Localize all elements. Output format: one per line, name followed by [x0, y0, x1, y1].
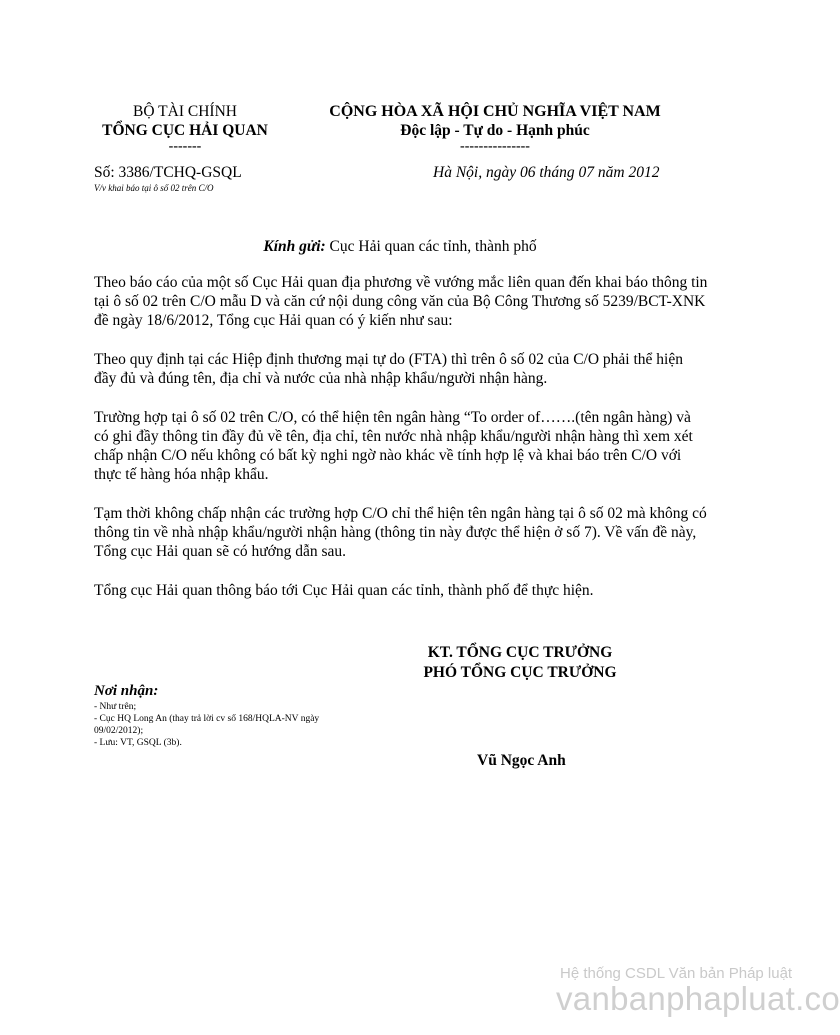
body-paragraph: Theo quy định tại các Hiệp định thương mại tự do (FTA) thì trên ô số 02 của C/O phải thể hiện đầy đủ và đúng tên, địa chỉ và nước của nhà nhập khẩu/người nhận hàng.: [94, 351, 683, 387]
ministry-name: BỘ TÀI CHÍNH: [133, 103, 237, 120]
recipients-list-title: Nơi nhận:: [94, 683, 159, 699]
issuing-agency-block: [80, 102, 290, 154]
header-left-divider: -------: [168, 139, 202, 154]
document-body: [94, 273, 708, 620]
signature-title-2: PHÓ TỔNG CỤC TRƯỞNG: [423, 664, 617, 681]
watermark-site: vanbanphapluat.co: [556, 980, 840, 1017]
body-paragraph: Trường hợp tại ô số 02 trên C/O, có thể hiện tên ngân hàng “To order of…….(tên ngân hàng) và có ghi đầy thông tin đầy đủ về tên, địa chỉ, tên nước nhà nhập khẩu/người nhận hàng thì xem xét chấp nhận C/O nếu không có bất kỳ nghi ngờ nào khác về tính hợp lệ và khai báo trên C/O với thực tế hàng hóa nhập khẩu.: [94, 409, 693, 483]
recipient-label: Kính gửi:: [263, 238, 326, 255]
document-number: Số: 3386/TCHQ-GSQL: [94, 164, 242, 181]
document-date: Hà Nội, ngày 06 tháng 07 năm 2012: [433, 164, 660, 181]
national-title: CỘNG HÒA XÃ HỘI CHỦ NGHĨA VIỆT NAM: [329, 103, 661, 120]
body-paragraph: Tạm thời không chấp nhận các trường hợp C/O chỉ thể hiện tên ngân hàng tại ô số 02 mà không có thông tin về nhà nhập khẩu/người nhận hàng (thông tin này được thể hiện ở số 7). Về vấn đề này, Tổng cục Hải quan sẽ có hướng dẫn sau.: [94, 505, 707, 560]
document-subject: V/v khai báo tại ô số 02 trên C/O: [94, 183, 214, 193]
recipients-list: [94, 701, 364, 749]
national-title-block: [300, 102, 690, 154]
signature-title-1: KT. TỔNG CỤC TRƯỞNG: [427, 644, 613, 661]
body-paragraph: Tổng cục Hải quan thông báo tới Cục Hải quan các tỉnh, thành phố để thực hiện.: [94, 582, 594, 599]
body-paragraph: Theo báo cáo của một số Cục Hải quan địa phương về vướng mắc liên quan đến khai báo thông tin tại ô số 02 trên C/O mẫu D và căn cứ nội dung công văn của Bộ Công Thương số 5239/BCT-XNK đề ngày 18/6/2012, Tổng cục Hải quan có ý kiến như sau:: [94, 274, 708, 329]
header-right-divider: ---------------: [460, 139, 530, 154]
recipients-list-item: - Như trên;: [94, 702, 137, 712]
recipients-list-item: - Lưu: VT, GSQL (3b).: [94, 738, 182, 748]
recipient-line: [0, 238, 800, 256]
signature-block: [400, 643, 640, 683]
recipient-value: Cục Hải quan các tỉnh, thành phố: [325, 238, 537, 255]
signer-name: Vũ Ngọc Anh: [477, 752, 566, 769]
department-name: TỔNG CỤC HẢI QUAN: [102, 122, 268, 139]
watermark-caption: Hệ thống CSDL Văn bản Pháp luật: [560, 965, 793, 982]
recipients-list-item: - Cục HQ Long An (thay trả lời cv số 168/HQLA-NV ngày 09/02/2012);: [94, 714, 320, 736]
national-motto: Độc lập - Tự do - Hạnh phúc: [400, 122, 590, 139]
